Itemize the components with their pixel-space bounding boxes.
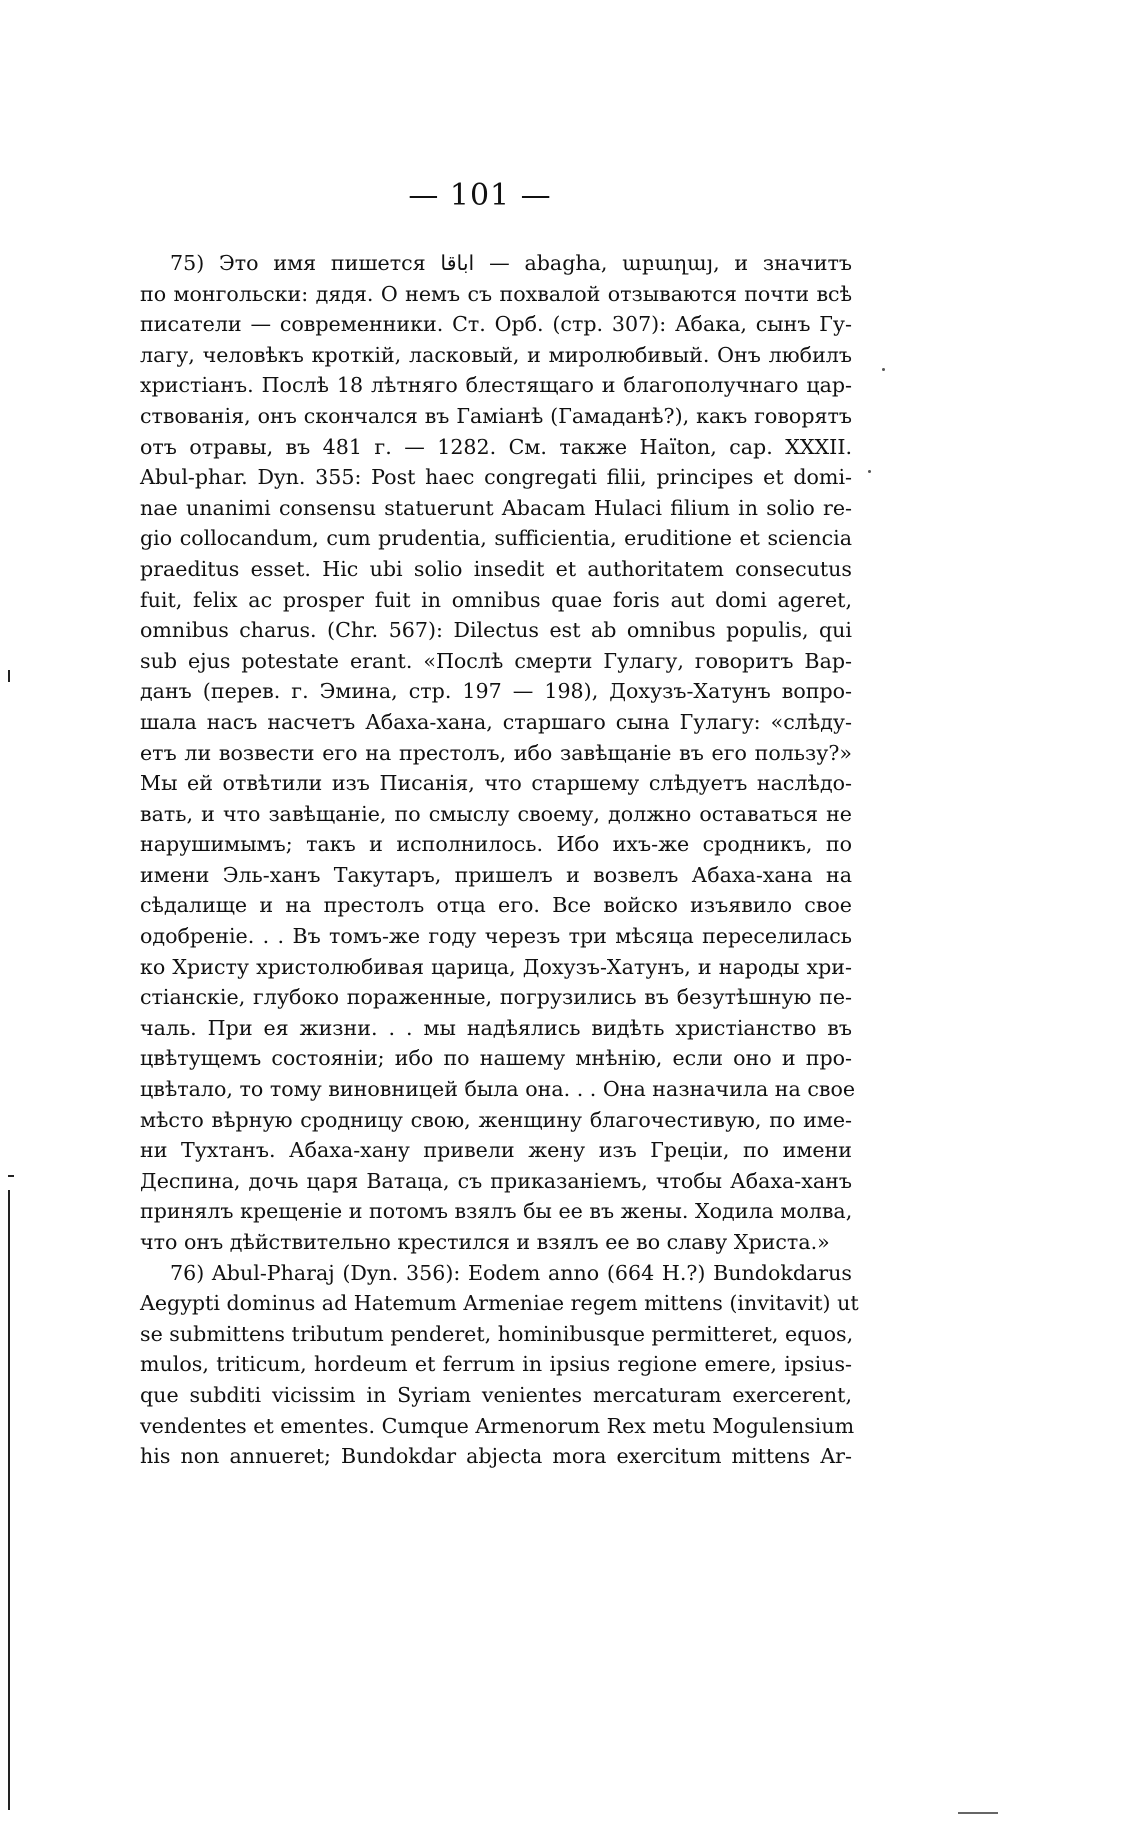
text-line: данъ (перев. г. Эмина, стр. 197 — 198), Дохузъ-Хатунъ вопро- (140, 679, 852, 704)
text-line: нарушимымъ; такъ и исполнилось. Ибо ихъ-же сродникъ, по (140, 832, 852, 857)
scan-speck (958, 1812, 998, 1814)
scan-speck (882, 368, 885, 371)
text-line: Abul-phar. Dyn. 355: Post haec congregati filii, principes et domi- (140, 465, 852, 490)
text-line: fuit, felix ac prosper fuit in omnibus quae foris aut domi ageret, (140, 587, 852, 612)
text-line: Мы ей отвѣтили изъ Писанія, что старшему слѣдуетъ наслѣдо- (140, 771, 852, 796)
text-line: que subditi vicissim in Syriam venientes mercaturam exercerent, (140, 1382, 852, 1407)
text-line: Aegypti dominus ad Hatemum Armeniae regem mittens (invitavit) ut (140, 1291, 859, 1316)
margin-mark (8, 670, 10, 682)
text-line: ствованія, онъ скончался въ Гаміанѣ (Гамаданѣ?), какъ говорятъ (140, 403, 852, 428)
text-line: sub ejus potestate erant. «Послѣ смерти Гулагу, говоритъ Вар- (140, 648, 852, 673)
text-line: по монгольски: дядя. О немъ съ похвалой отзываются почти всѣ (140, 281, 852, 306)
text-line: Деспина, дочь царя Ватаца, съ приказаніемъ, чтобы Абаха-ханъ (140, 1168, 852, 1193)
text-line: принялъ крещеніе и потомъ взялъ бы ее въ жены. Ходила молва, (140, 1199, 853, 1224)
text-line: шала насъ насчетъ Абаха-хана, старшаго сына Гулагу: «слѣду- (140, 709, 852, 734)
text-line: ко Христу христолюбивая царица, Дохузъ-Хатунъ, и народы хри- (140, 954, 852, 979)
text-line: вать, и что завѣщаніе, по смыслу своему, должно оставаться не (140, 801, 852, 826)
text-line: писатели — современники. Ст. Орб. (стр. 307): Абака, сынъ Гу- (140, 312, 852, 337)
margin-mark (8, 1175, 14, 1177)
text-line: nae unanimi consensu statuerunt Abacam Hulaci filium in solio re- (140, 495, 852, 520)
text-line: цвѣтало, то тому виновницей была она. . . Она назначила на свое (140, 1077, 856, 1102)
text-line: 76) Abul-Pharaj (Dyn. 356): Eodem anno (664 H.?) Bundokdarus (170, 1260, 852, 1285)
text-line: se submittens tributum penderet, hominibusque permitteret, equos, (140, 1321, 854, 1346)
text-line: одобреніе. . . Въ томъ-же году черезъ три мѣсяца переселилась (140, 924, 852, 949)
text-line: етъ ли возвести его на престолъ, ибо завѣщаніе въ его пользу?» (140, 740, 852, 765)
text-line: his non annueret; Bundokdar abjecta mora exercitum mittens Ar- (140, 1444, 852, 1469)
scan-speck (868, 470, 871, 473)
text-line: цвѣтущемъ состояніи; ибо по нашему мнѣнію, если оно и про- (140, 1046, 852, 1071)
text-line: что онъ дѣйствительно крестился и взялъ ее во славу Христа.» (140, 1230, 830, 1254)
text-line: ни Тухтанъ. Абаха-хану привели жену изъ Греціи, по имени (140, 1138, 852, 1163)
text-line: mulos, triticum, hordeum et ferrum in ipsius regione emere, ipsius- (140, 1352, 852, 1377)
text-line: лагу, человѣкъ кроткій, ласковый, и миролюбивый. Онъ любилъ (140, 342, 852, 367)
page-number: — 101 — (408, 178, 552, 213)
text-line: сѣдалище и на престолъ отца его. Все войско изъявило свое (140, 893, 852, 918)
text-line: имени Эль-ханъ Такутаръ, пришелъ и возвелъ Абаха-хана на (140, 862, 852, 887)
text-line: христіанъ. Послѣ 18 лѣтняго блестящаго и благополучнаго цар- (140, 373, 852, 398)
margin-mark (8, 1190, 10, 1810)
text-line: praeditus esset. Hic ubi solio insedit et authoritatem consecutus (140, 556, 852, 581)
text-line: 75) Это имя пишется اباقا — abagha, աբաղայ, и значитъ (170, 251, 852, 275)
text-line: vendentes et ementes. Cumque Armenorum Rex metu Mogulensium (140, 1413, 855, 1438)
text-line: gio collocandum, cum prudentia, sufficientia, eruditione et sciencia (140, 526, 852, 551)
body-text (140, 248, 859, 1472)
text-line: omnibus charus. (Chr. 567): Dilectus est ab omnibus populis, qui (140, 618, 852, 643)
text-line: отъ отравы, въ 481 г. — 1282. См. также Haïton, cap. XXXII. (140, 434, 852, 459)
text-line: стіанскіе, глубоко пораженные, погрузились въ безутѣшную пе- (140, 985, 852, 1010)
text-line: мѣсто вѣрную сродницу свою, женщину благочестивую, по име- (140, 1107, 852, 1132)
text-line: чаль. При ея жизни. . . мы надѣялись видѣть христіанство въ (140, 1015, 852, 1040)
